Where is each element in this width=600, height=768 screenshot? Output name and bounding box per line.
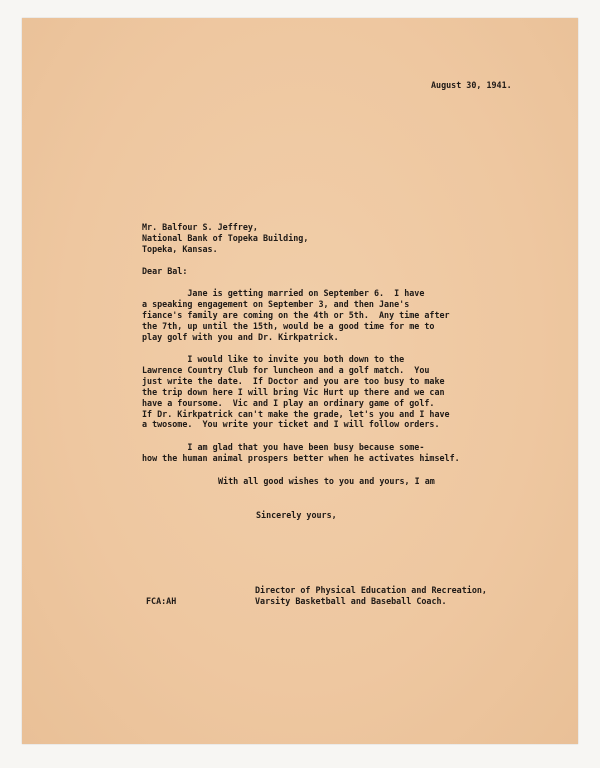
paragraph-1	[142, 288, 450, 343]
recipient-address	[142, 222, 308, 255]
paragraph-line: Jane is getting married on September 6. I have	[142, 288, 425, 298]
paragraph-line: play golf with you and Dr. Kirkpatrick.	[142, 331, 339, 342]
recipient-organization: National Bank of Topeka Building,	[142, 232, 309, 243]
paragraph-line: just write the date. If Doctor and you are too busy to make	[142, 375, 445, 386]
signature-title	[255, 585, 487, 607]
signoff: Sincerely yours,	[256, 510, 337, 520]
paragraph-line: fiance's family are coming on the 4th or 5th. Any time after	[142, 309, 450, 320]
typist-initials: FCA:AH	[146, 596, 177, 606]
paragraph-line: I am glad that you have been busy because some-	[142, 442, 425, 452]
paragraph-2	[142, 354, 450, 430]
paragraph-line: have a foursome. Vic and I play an ordinary game of golf.	[142, 397, 435, 408]
paragraph-line: I would like to invite you both down to the	[142, 354, 405, 364]
signature-title-line: Director of Physical Education and Recreation,	[255, 585, 487, 595]
paragraph-line: the trip down here I will bring Vic Hurt up there and we can	[142, 386, 445, 397]
closing-line: With all good wishes to you and yours, I am	[218, 476, 435, 486]
recipient-name: Mr. Balfour S. Jeffrey,	[142, 222, 258, 232]
salutation: Dear Bal:	[142, 266, 188, 276]
paragraph-line: If Dr. Kirkpatrick can't make the grade, let's you and I have	[142, 408, 450, 419]
paragraph-line: how the human animal prospers better when he activates himself.	[142, 452, 460, 463]
signature-title-line: Varsity Basketball and Baseball Coach.	[255, 595, 447, 606]
paragraph-line: a twosome. You write your ticket and I will follow orders.	[142, 419, 440, 430]
paragraph-line: a speaking engagement on September 3, and then Jane's	[142, 298, 410, 309]
paragraph-line: Lawrence Country Club for luncheon and a golf match. You	[142, 364, 430, 375]
paragraph-3	[142, 442, 460, 464]
paragraph-line: the 7th, up until the 15th, would be a good time for me to	[142, 320, 435, 331]
recipient-city: Topeka, Kansas.	[142, 243, 218, 254]
letter-date: August 30, 1941.	[431, 80, 512, 90]
